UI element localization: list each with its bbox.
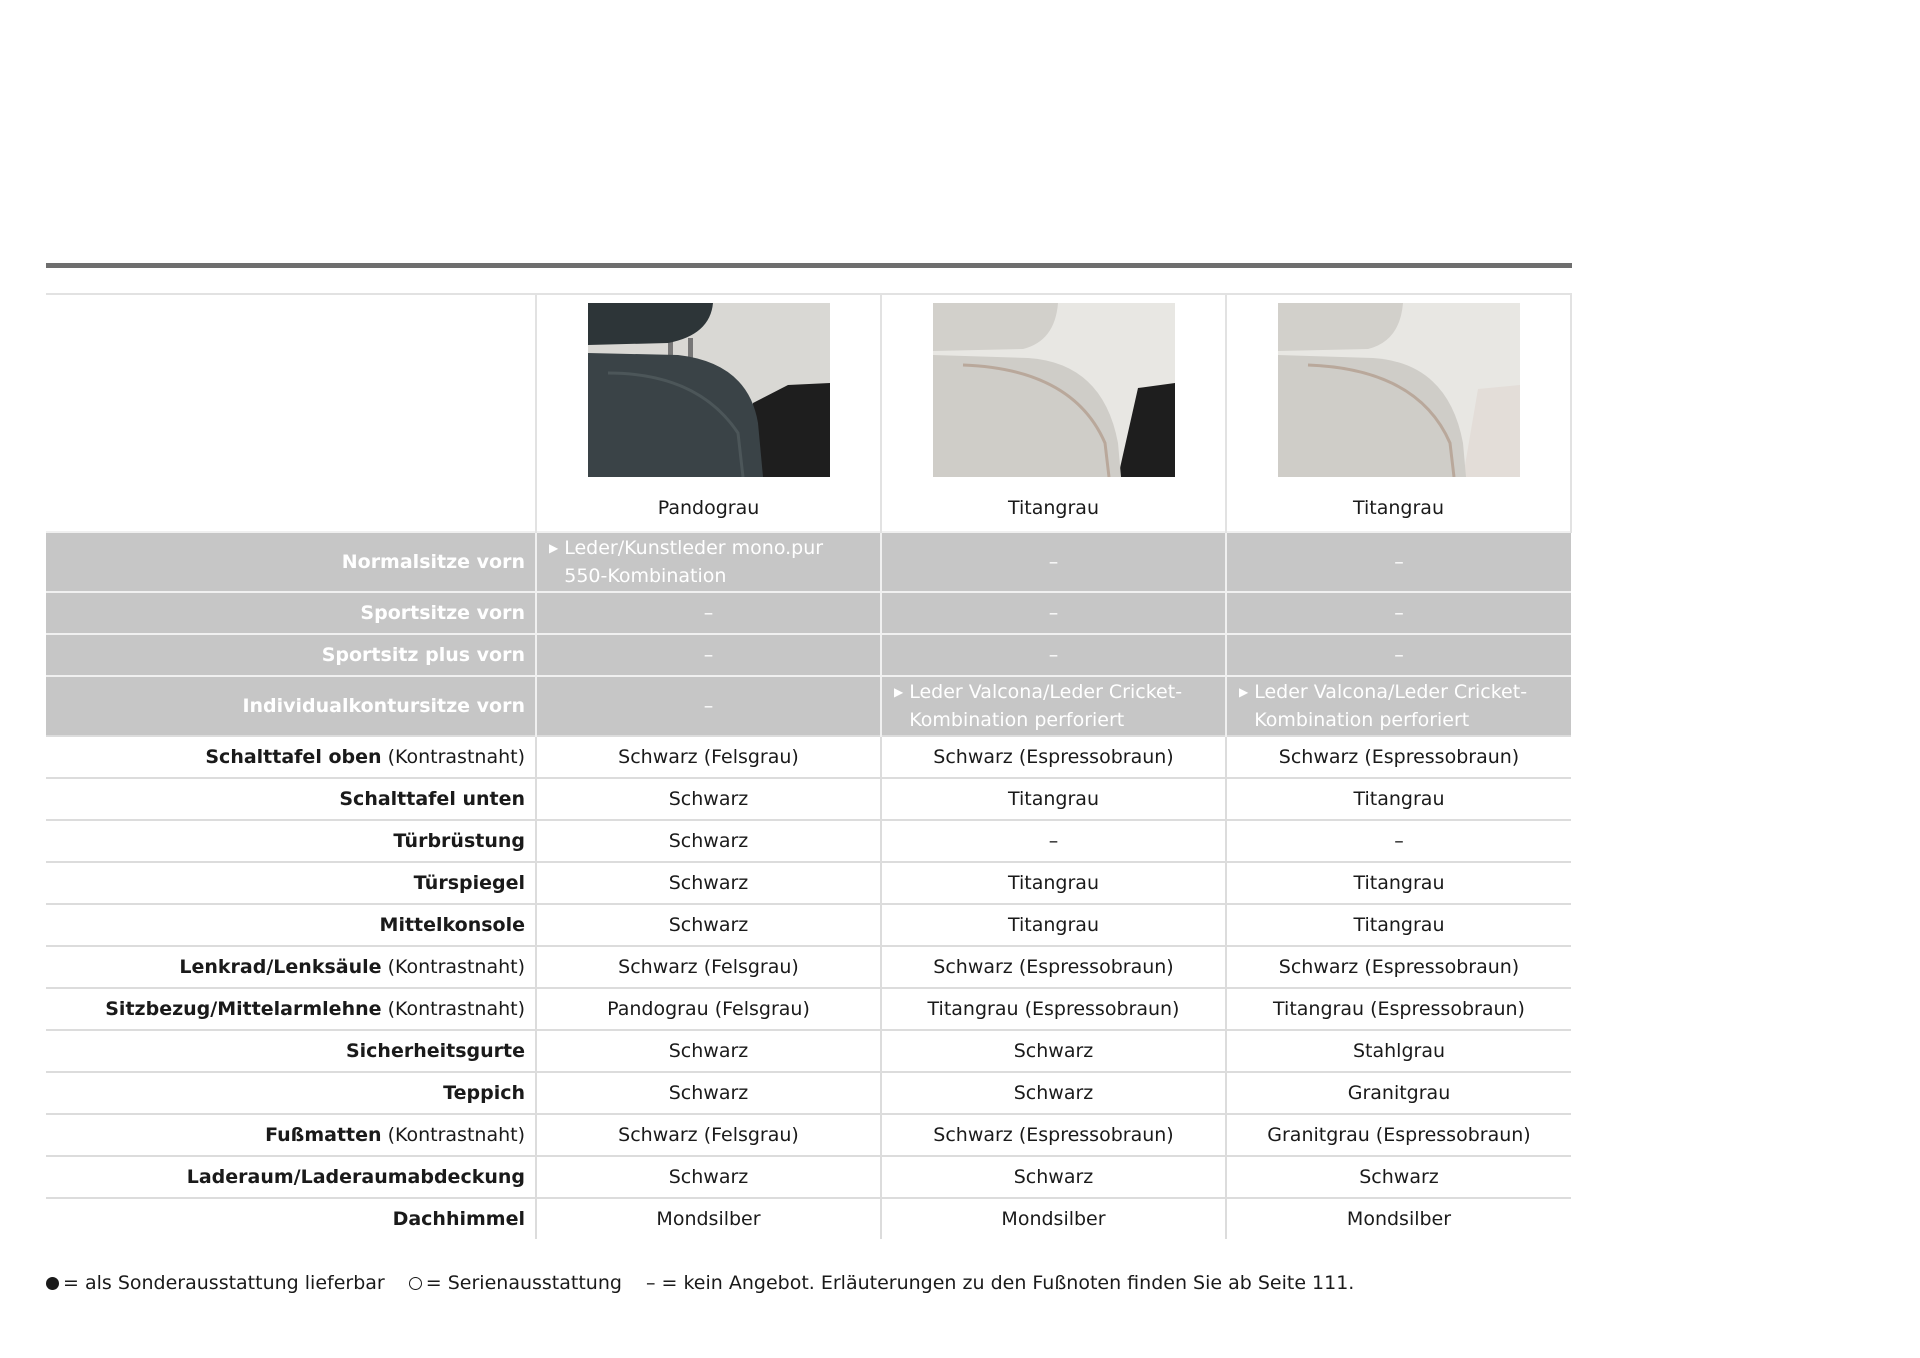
column-header-1 <box>536 294 881 532</box>
table-cell: Schwarz (Espressobraun) <box>881 736 1226 778</box>
table-row <box>46 1072 1571 1114</box>
table-cell: Schwarz <box>881 1156 1226 1198</box>
table-cell: Schwarz <box>1226 1156 1571 1198</box>
table-cell: Titangrau <box>881 862 1226 904</box>
seat-cell: – <box>881 532 1226 592</box>
table-cell: Schwarz (Felsgrau) <box>536 946 881 988</box>
table-cell: Schwarz (Felsgrau) <box>536 1114 881 1156</box>
table-cell: Mondsilber <box>881 1198 1226 1239</box>
table-cell: Schwarz <box>536 1030 881 1072</box>
table-cell: Titangrau <box>1226 778 1571 820</box>
row-label: Normalsitze vorn <box>46 532 536 592</box>
row-label: Fußmatten (Kontrastnaht) <box>46 1114 536 1156</box>
row-label: Dachhimmel <box>46 1198 536 1239</box>
row-label: Schalttafel oben (Kontrastnaht) <box>46 736 536 778</box>
seat-cell: – <box>881 634 1226 676</box>
row-label: Sicherheitsgurte <box>46 1030 536 1072</box>
legend-standard: = Serienausstattung <box>409 1272 622 1294</box>
table-cell: Mondsilber <box>1226 1198 1571 1239</box>
table-cell: Schwarz <box>536 904 881 946</box>
legend-none: – = kein Angebot. Erläuterungen zu den Fußnoten finden Sie ab Seite 111. <box>645 1272 1355 1294</box>
table-cell: Titangrau <box>1226 904 1571 946</box>
seat-titangrau-image <box>933 303 1175 477</box>
table-row <box>46 1156 1571 1198</box>
table-row <box>46 904 1571 946</box>
table-cell: Titangrau (Espressobraun) <box>1226 988 1571 1030</box>
legend-optional: = als Sonderausstattung lieferbar <box>46 1272 385 1294</box>
table-cell: Schwarz <box>536 1156 881 1198</box>
interior-color-table <box>46 293 1572 1239</box>
filled-circle-icon <box>46 1277 59 1290</box>
seat-cell: – <box>1226 532 1571 592</box>
seat-titangrau-perforated-image <box>1278 303 1520 477</box>
seat-cell: ▶ Leder/Kunstleder mono.pur 550-Kombination <box>536 532 881 592</box>
seat-cell: – <box>536 676 881 736</box>
table-row <box>46 988 1571 1030</box>
column-color-name: Pandograu <box>657 497 760 519</box>
table-cell: Granitgrau (Espressobraun) <box>1226 1114 1571 1156</box>
seat-row <box>46 634 1571 676</box>
table-cell: Schwarz <box>881 1072 1226 1114</box>
table-cell: Schwarz <box>536 778 881 820</box>
seat-cell: – <box>1226 634 1571 676</box>
table-cell: Titangrau <box>881 778 1226 820</box>
table-cell: Titangrau (Espressobraun) <box>881 988 1226 1030</box>
table-cell: Titangrau <box>881 904 1226 946</box>
row-label: Sportsitz plus vorn <box>46 634 536 676</box>
seat-cell: – <box>536 592 881 634</box>
column-header-2 <box>881 294 1226 532</box>
row-label: Laderaum/Laderaumabdeckung <box>46 1156 536 1198</box>
column-color-name: Titangrau <box>1008 497 1099 519</box>
table-row <box>46 946 1571 988</box>
table-cell: Schwarz (Felsgrau) <box>536 736 881 778</box>
table-cell: Schwarz <box>536 862 881 904</box>
row-label: Schalttafel unten <box>46 778 536 820</box>
seat-cell: ▶ Leder Valcona/Leder Cricket-Kombination perforiert <box>881 676 1226 736</box>
row-label: Sitzbezug/Mittelarmlehne (Kontrastnaht) <box>46 988 536 1030</box>
row-label: Sportsitze vorn <box>46 592 536 634</box>
row-label: Teppich <box>46 1072 536 1114</box>
table-row <box>46 736 1571 778</box>
row-label: Lenkrad/Lenksäule (Kontrastnaht) <box>46 946 536 988</box>
table-row <box>46 778 1571 820</box>
column-header-3 <box>1226 294 1571 532</box>
seat-row <box>46 676 1571 736</box>
triangle-right-icon: ▶ <box>1239 685 1249 699</box>
table-cell: Titangrau <box>1226 862 1571 904</box>
table-cell: Schwarz (Espressobraun) <box>881 946 1226 988</box>
seat-cell: ▶ Leder Valcona/Leder Cricket-Kombination perforiert <box>1226 676 1571 736</box>
seat-row <box>46 592 1571 634</box>
table-cell: Schwarz (Espressobraun) <box>1226 736 1571 778</box>
row-label: Türbrüstung <box>46 820 536 862</box>
table-cell: Schwarz <box>881 1030 1226 1072</box>
column-color-name: Titangrau <box>1353 497 1444 519</box>
row-label: Individualkontursitze vorn <box>46 676 536 736</box>
header-empty-cell <box>46 294 536 532</box>
row-label: Türspiegel <box>46 862 536 904</box>
table-cell: Stahlgrau <box>1226 1030 1571 1072</box>
triangle-right-icon: ▶ <box>549 541 559 555</box>
seat-pandograu-image <box>588 303 830 477</box>
table-cell: Mondsilber <box>536 1198 881 1239</box>
table-row <box>46 1198 1571 1239</box>
triangle-right-icon: ▶ <box>894 685 904 699</box>
legend <box>46 1272 1372 1294</box>
table-cell: Granitgrau <box>1226 1072 1571 1114</box>
table-cell: Schwarz (Espressobraun) <box>1226 946 1571 988</box>
seat-cell: – <box>1226 592 1571 634</box>
table-cell: – <box>881 820 1226 862</box>
empty-circle-icon <box>409 1277 422 1290</box>
header-row <box>46 294 1571 532</box>
row-label: Mittelkonsole <box>46 904 536 946</box>
table-row <box>46 1030 1571 1072</box>
seat-row <box>46 532 1571 592</box>
table-row <box>46 1114 1571 1156</box>
table-cell: Pandograu (Felsgrau) <box>536 988 881 1030</box>
table-cell: Schwarz <box>536 1072 881 1114</box>
table-cell: – <box>1226 820 1571 862</box>
table-row <box>46 820 1571 862</box>
seat-cell: – <box>536 634 881 676</box>
table-row <box>46 862 1571 904</box>
table-cell: Schwarz <box>536 820 881 862</box>
seat-cell: – <box>881 592 1226 634</box>
top-divider-rule <box>46 263 1572 268</box>
table-cell: Schwarz (Espressobraun) <box>881 1114 1226 1156</box>
